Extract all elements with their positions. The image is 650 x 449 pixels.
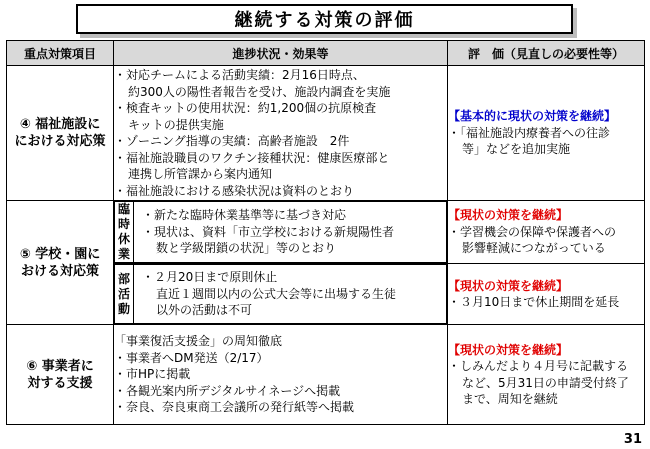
label-char: 休: [117, 232, 130, 246]
item-line: 対する支援: [27, 375, 93, 391]
header-evaluation: 評 価（見直しの必要性等）: [448, 41, 645, 66]
progress-line: ・現状は、資料「市立学校における新規陽性者: [142, 224, 395, 239]
eval-line: 影響軽減につながっている: [462, 241, 606, 256]
eval-school-closure: [448, 201, 645, 264]
label-club-activities: [115, 265, 134, 324]
label-char: 動: [117, 301, 130, 316]
table-header-row: [7, 41, 645, 66]
eval-line: 等」などを追加実施: [462, 142, 571, 157]
label-char: 活: [117, 286, 130, 301]
item-welfare: [7, 66, 114, 201]
page-title: 継続する対策の評価: [76, 4, 573, 34]
eval-title: 【基本的に現状の対策を継続】: [448, 109, 617, 124]
eval-club-activities: [448, 264, 645, 325]
eval-business: [448, 325, 645, 425]
table-row-business: [7, 325, 645, 425]
label-char: 部: [117, 271, 130, 286]
page-number: 31: [623, 432, 642, 447]
item-line: ⑤ 学校・園に: [19, 246, 101, 262]
progress-line: 直近１週間以内の公式大会等に出場する生徒: [156, 286, 397, 301]
progress-line: ・新たな臨時休業基準等に基づき対応: [142, 208, 347, 223]
progress-line: 以外の活動は不可: [156, 303, 253, 318]
item-line: おける対応策: [20, 263, 99, 279]
progress-business: [114, 325, 448, 425]
progress-line: ・対応チームによる活動実績：2月16日時点、: [114, 68, 365, 82]
progress-line: ・各観光案内所デジタルサイネージへ掲載: [114, 383, 341, 398]
eval-line: ・３月10日まで休止期間を延長: [448, 295, 620, 309]
progress-welfare: [114, 66, 448, 201]
table-row-welfare: [7, 66, 645, 201]
eval-welfare: [448, 66, 645, 201]
table-row-school-closure: [7, 201, 645, 264]
progress-line: ・福祉施設における感染状況は資料のとおり: [114, 183, 355, 198]
progress-line: ・奈良、奈良東商工会議所の発行紙等へ掲載: [114, 400, 355, 415]
progress-school-closure: [114, 201, 448, 264]
progress-line: 「事業復活支援金」の周知徹底: [114, 334, 283, 349]
eval-title: 【現状の対策を継続】: [448, 208, 569, 223]
label-char: 臨: [117, 202, 130, 216]
progress-line: 数と学級閉鎖の状況」等のとおり: [156, 241, 337, 256]
eval-line: ・学習機会の保障や保護者への: [448, 224, 617, 239]
label-char: 業: [117, 247, 130, 261]
progress-line: キットの提供実施: [128, 117, 224, 132]
eval-line: まで、周知を継続: [462, 392, 558, 406]
progress-line: ・ゾーニング指導の実績：高齢者施設 2件: [114, 134, 350, 148]
header-progress: 進捗状況・効果等: [114, 41, 448, 66]
eval-line: など、5月31日の申請受付終了: [462, 375, 629, 390]
eval-line: ・「福祉施設内療養者への往診: [448, 125, 611, 140]
progress-club-activities: [114, 264, 448, 325]
progress-line: 約300人の陽性者報告を受け、施設内調査を実施: [128, 84, 391, 99]
item-business: [7, 325, 114, 425]
item-line: ⑥ 事業者に: [26, 358, 94, 374]
item-line: における対応策: [14, 134, 106, 149]
eval-title: 【現状の対策を継続】: [448, 278, 569, 293]
label-temporary-closure: [115, 202, 134, 263]
label-char: 時: [117, 217, 130, 231]
progress-line: 連携し所管課から案内通知: [128, 167, 273, 181]
eval-title: 【現状の対策を継続】: [448, 342, 569, 357]
progress-line: ・事業者へDM発送（2/17）: [114, 350, 269, 365]
progress-line: ・検査キットの使用状況：約1,200個の抗原検査: [114, 101, 377, 115]
item-line: ④ 福祉施設に: [19, 117, 101, 132]
progress-line: ・福祉施設職員のワクチン接種状況：健康医療部と: [114, 150, 390, 165]
progress-line: ・市HPに掲載: [114, 367, 191, 382]
eval-line: ・しみんだより４月号に記載する: [448, 359, 629, 373]
evaluation-table: [6, 40, 645, 425]
item-school: [7, 201, 114, 325]
header-item: 重点対策項目: [7, 41, 114, 66]
progress-line: ・２月20日まで原則休止: [142, 270, 278, 285]
